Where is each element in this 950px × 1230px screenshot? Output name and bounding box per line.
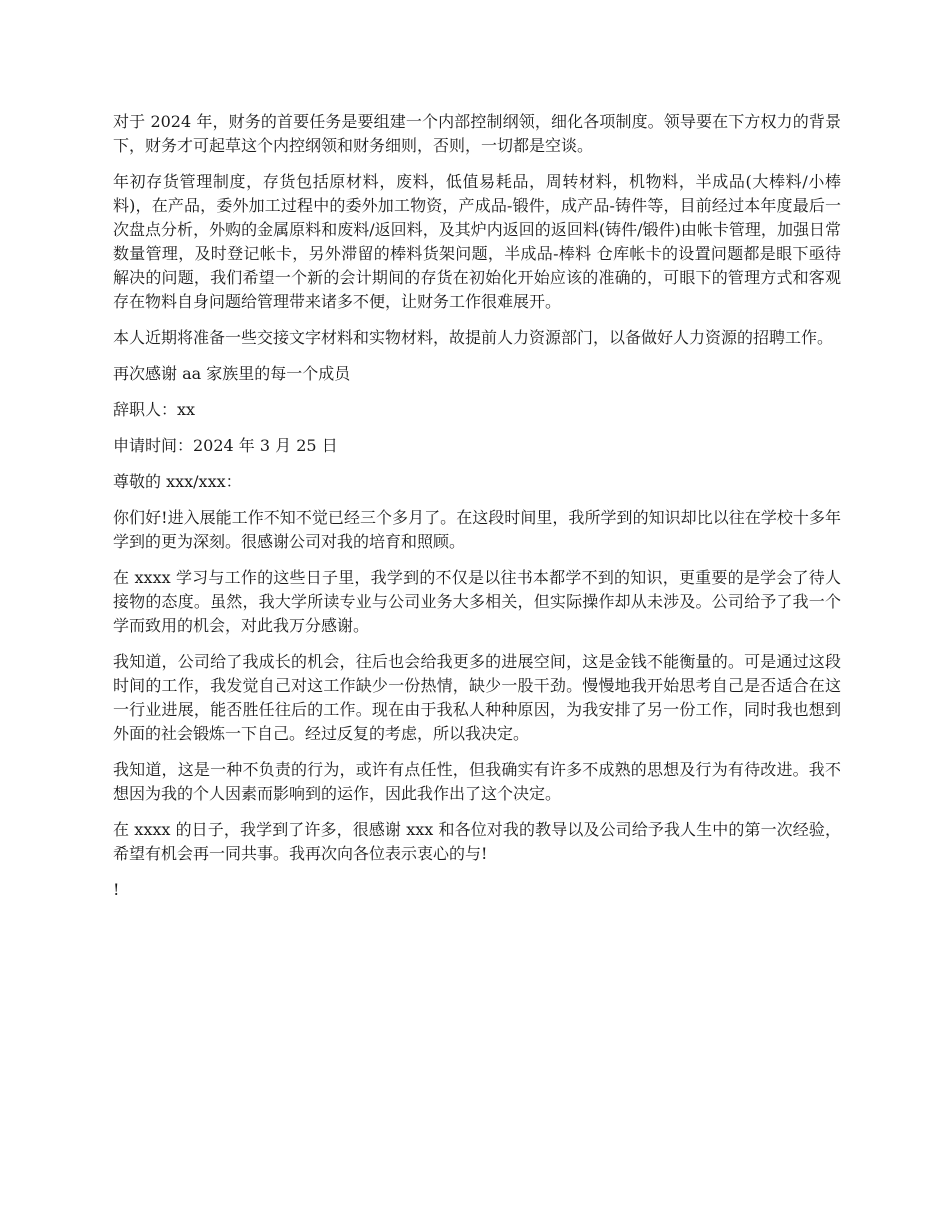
paragraph-end-mark: ! — [113, 880, 120, 899]
paragraph-decision: 我知道，公司给了我成长的机会，往后也会给我更多的进展空间，这是金钱不能衡量的。可是通过这段时间的工作，我发觉自己对这工作缺少一份热情，缺少一股干劲。慢慢地我开始思考自己是否适合在这一行业进展，能否胜任往后的工作。现在由于我私人种种原因，为我安排了另一份工作，同时我也想到外面的社会锻炼一下自己。经过反复的考虑，所以我决定。 — [113, 652, 841, 743]
application-date: 申请时间：2024 年 3 月 25 日 — [113, 436, 338, 455]
paragraph-greeting: 你们好!进入展能工作不知不觉已经三个多月了。在这段时间里，我所学到的知识却比以往在学校十多年学到的更为深刻。很感谢公司对我的培育和照顾。 — [113, 508, 841, 551]
paragraph-inventory-management: 年初存货管理制度，存货包括原材料，废料，低值易耗品，周转材料，机物料，半成品(大棒料/小棒料)，在产品，委外加工过程中的委外加工物资，产成品-锻件，成产品-铸件等，目前经过本年度最后一次盘点分析，外购的金属原料和废料/返回料，及其炉内返回的返回料(铸件/锻件)由帐卡管理，加强日常数量管理，及时登记帐卡，另外滞留的棒料货架问题，半成品-棒料 仓库帐卡的设置问题都是眼下亟待解决的问题，我们希望一个新的会计期间的存货在初始化开始应该的准确的，可眼下的管理方式和客观存在物料自身问题给管理带来诸多不便，让财务工作很难展开。 — [113, 172, 841, 311]
paragraph-handover: 本人近期将准备一些交接文字材料和实物材料，故提前人力资源部门，以备做好人力资源的招聘工作。 — [113, 328, 834, 347]
paragraph-learning: 在 xxxx 学习与工作的这些日子里，我学到的不仅是以往书本都学不到的知识，更重要的是学会了待人接物的态度。虽然，我大学所读专业与公司业务大多相关，但实际操作却从未涉及。公司给予了我一个学而致用的机会，对此我万分感谢。 — [113, 568, 841, 635]
paragraph-finance-priority: 对于 2024 年，财务的首要任务是要组建一个内部控制纲领，细化各项制度。领导要在下方权力的背景下，财务才可起草这个内控纲领和财务细则，否则，一切都是空谈。 — [113, 112, 841, 155]
resignee-name: 辞职人：xx — [113, 400, 196, 419]
paragraph-apology: 我知道，这是一种不负责的行为，或许有点任性，但我确实有许多不成熟的思想及行为有待改进。我不想因为我的个人因素而影响到的运作，因此我作出了这个决定。 — [113, 760, 841, 803]
paragraph-closing: 在 xxxx 的日子，我学到了许多，很感谢 xxx 和各位对我的教导以及公司给予我人生中的第一次经验，希望有机会再一同共事。我再次向各位表示衷心的与! — [113, 820, 841, 863]
paragraph-thanks: 再次感谢 aa 家族里的每一个成员 — [113, 364, 351, 383]
document-page — [113, 110, 841, 914]
salutation: 尊敬的 xxx/xxx： — [113, 472, 242, 491]
